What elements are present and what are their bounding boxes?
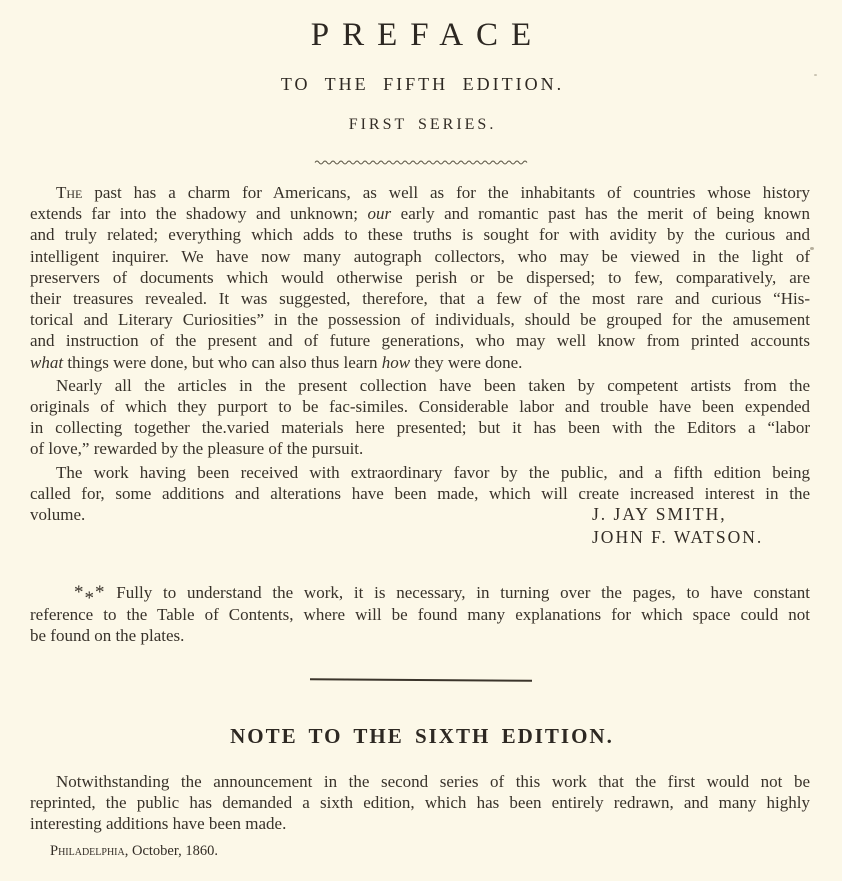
signature-block xyxy=(30,527,810,548)
text-line: intelligent inquirer. We have now many autograph collectors, who may be viewed in the light of xyxy=(30,246,810,266)
text-line: interesting additions have been made. xyxy=(30,814,287,834)
lead-word: The xyxy=(56,183,83,202)
text-line xyxy=(30,352,810,373)
sixth-edition-heading: NOTE TO THE SIXTH EDITION. xyxy=(230,724,614,749)
italic-word: how xyxy=(381,352,411,372)
text-line xyxy=(30,203,810,224)
text-run: volume. xyxy=(30,505,86,525)
text-run: things were done, but who can also thus learn xyxy=(63,352,382,372)
dateline xyxy=(30,843,810,860)
text-line: reference to the Table of Contents, where will be found many explanations for which space could not xyxy=(30,604,810,624)
text-line: their treasures revealed. It was suggested, therefore, that a few of the most rare and curious “His- xyxy=(30,289,810,309)
text-line: Notwithstanding the announcement in the second series of this work that the first would not be xyxy=(56,772,810,792)
text-line xyxy=(30,504,810,525)
series-label: FIRST SERIES. xyxy=(348,116,497,133)
page-speck xyxy=(814,74,817,76)
text-line: called for, some additions and alterations have been made, which will create increased interest in the xyxy=(30,483,810,503)
text-line: preservers of documents which would otherwise perish or be dispersed; to few, comparatively, are xyxy=(30,267,810,287)
text-line: and truly related; everything which adds to these truths is sought for with avidity by the curious and xyxy=(30,225,810,245)
italic-word: our xyxy=(367,204,392,224)
text-line: in collecting together the.varied materials here presented; but it has been with the Editors a “labor xyxy=(30,418,810,438)
signature-name: J. JAY SMITH, xyxy=(592,504,727,525)
asterisk-icon: * xyxy=(95,582,105,604)
preface-body xyxy=(30,182,810,646)
page-title: PREFACE xyxy=(310,17,545,53)
asterisk-icon: * xyxy=(84,588,94,610)
paragraph-3 xyxy=(30,462,810,549)
paragraph-2 xyxy=(30,375,810,460)
text-line xyxy=(30,182,810,203)
text-line: be found on the plates. xyxy=(30,625,185,645)
text-run: early and romantic past has the merit of being known xyxy=(391,204,810,224)
asterisk-icon: * xyxy=(74,582,84,604)
text-line: originals of which they purport to be fac-similes. Considerable labor and trouble have been expended xyxy=(30,397,810,417)
italic-word: what xyxy=(30,352,64,372)
text-run: Fully to understand the work, it is necessary, in turning over the pages, to have constant xyxy=(105,583,810,603)
text-run: , October, 1860. xyxy=(124,842,218,859)
text-line xyxy=(30,582,810,610)
text-line: torical and Literary Curiosities” in the possession of individuals, should be grouped for the amusement xyxy=(30,310,810,330)
page-speck xyxy=(810,247,814,250)
wavy-divider xyxy=(0,158,842,166)
place-name: Philadelphia xyxy=(50,842,125,859)
text-line: Nearly all the articles in the present collection have been taken by competent artists from the xyxy=(56,375,810,395)
paragraph-1 xyxy=(30,182,810,373)
text-run: past has a charm for Americans, as well as for the inhabitants of countries whose history xyxy=(82,183,810,202)
wavy-line-graphic xyxy=(314,158,528,166)
section-divider xyxy=(310,678,532,682)
signature-name: JOHN F. WATSON. xyxy=(592,527,764,548)
sixth-edition-note xyxy=(30,771,810,835)
edition-subtitle: TO THE FIFTH EDITION. xyxy=(280,74,565,94)
text-run: extends far into the shadowy and unknown; xyxy=(30,204,368,224)
text-line: and instruction of the present and of future generations, who may well know from printed accounts xyxy=(30,331,810,351)
asterism-note xyxy=(30,582,810,646)
text-line: reprinted, the public has demanded a sixth edition, which has been entirely redrawn, and many highly xyxy=(30,793,810,813)
text-run: they were done. xyxy=(410,352,523,372)
text-line: The work having been received with extraordinary favor by the public, and a fifth edition being xyxy=(56,462,810,482)
text-line: of love,” rewarded by the pleasure of the pursuit. xyxy=(30,439,364,459)
